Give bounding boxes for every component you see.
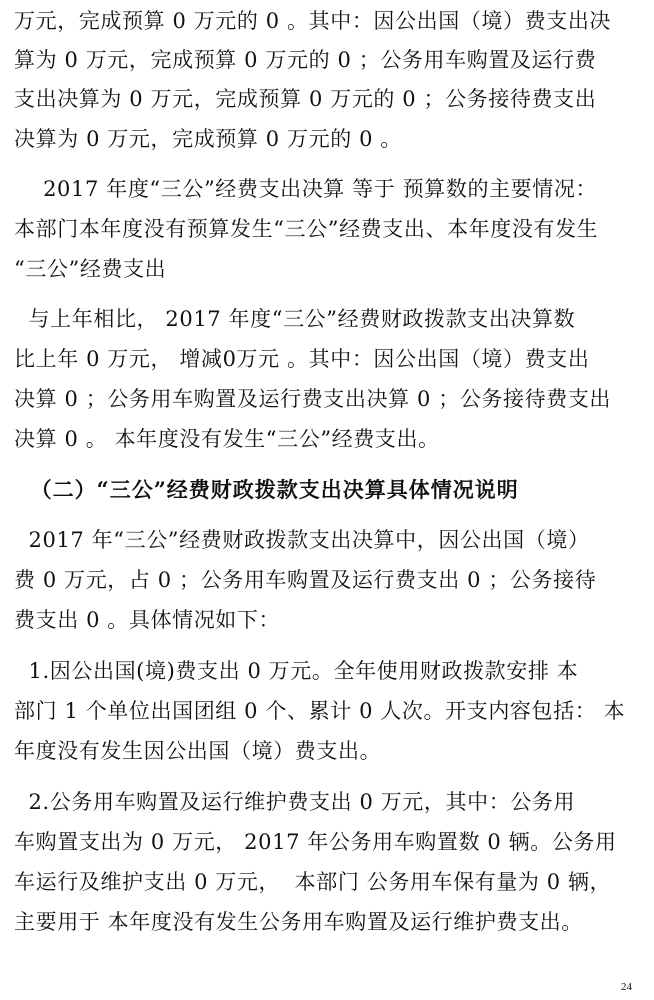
- body-text-line: 1.因公出国(境)费支出 0 万元。全年使用财政拨款安排 本: [14, 659, 579, 683]
- body-text-line: 车运行及维护支出 0 万元， 本部门 公务用车保有量为 0 辆，: [14, 870, 612, 894]
- page-number: 24: [621, 981, 632, 993]
- body-text-line: 决算 0 。 本年度没有发生“三公”经费支出。: [14, 427, 440, 451]
- section-heading: （二）“三公”经费财政拨款支出决算具体情况说明: [14, 477, 519, 502]
- body-text-line: 主要用于 本年度没有发生公务用车购置及运行维护费支出。: [14, 910, 583, 934]
- body-text-line: 部门 1 个单位出国团组 0 个、累计 0 人次。开支内容包括： 本: [14, 699, 626, 723]
- body-text-line: 万元，完成预算 0 万元的 0 。其中：因公出国（境）费支出决: [14, 9, 612, 33]
- body-text-line: 本部门本年度没有预算发生“三公”经费支出、本年度没有发生: [14, 217, 599, 241]
- body-text-line: 2017 年“三公”经费财政拨款支出决算中，因公出国（境）: [14, 528, 590, 552]
- body-text-line: 费支出 0 。具体情况如下：: [14, 608, 281, 632]
- body-text-line: 年度没有发生因公出国（境）费支出。: [14, 739, 382, 763]
- body-text-line: 比上年 0 万元， 增减0万元 。其中：因公出国（境）费支出: [14, 347, 590, 371]
- body-text-line: 决算 0 ；公务用车购置及运行费支出决算 0 ；公务接待费支出: [14, 387, 612, 411]
- body-text-line: 与上年相比， 2017 年度“三公”经费财政拨款支出决算数: [14, 307, 576, 331]
- body-text-line: 决算为 0 万元，完成预算 0 万元的 0 。: [14, 127, 402, 151]
- body-text-line: 2017 年度“三公”经费支出决算 等于 预算数的主要情况：: [14, 177, 598, 201]
- body-text-line: 车购置支出为 0 万元， 2017 年公务用车购置数 0 辆。公务用: [14, 830, 617, 854]
- body-text-line: “三公”经费支出: [14, 257, 167, 281]
- body-text-line: 支出决算为 0 万元，完成预算 0 万元的 0 ；公务接待费支出: [14, 87, 597, 111]
- body-text-line: 2.公务用车购置及运行维护费支出 0 万元，其中：公务用: [14, 790, 576, 814]
- body-text-line: 费 0 万元，占 0 ；公务用车购置及运行费支出 0 ；公务接待: [14, 568, 597, 592]
- body-text-line: 算为 0 万元，完成预算 0 万元的 0 ；公务用车购置及运行费: [14, 48, 597, 72]
